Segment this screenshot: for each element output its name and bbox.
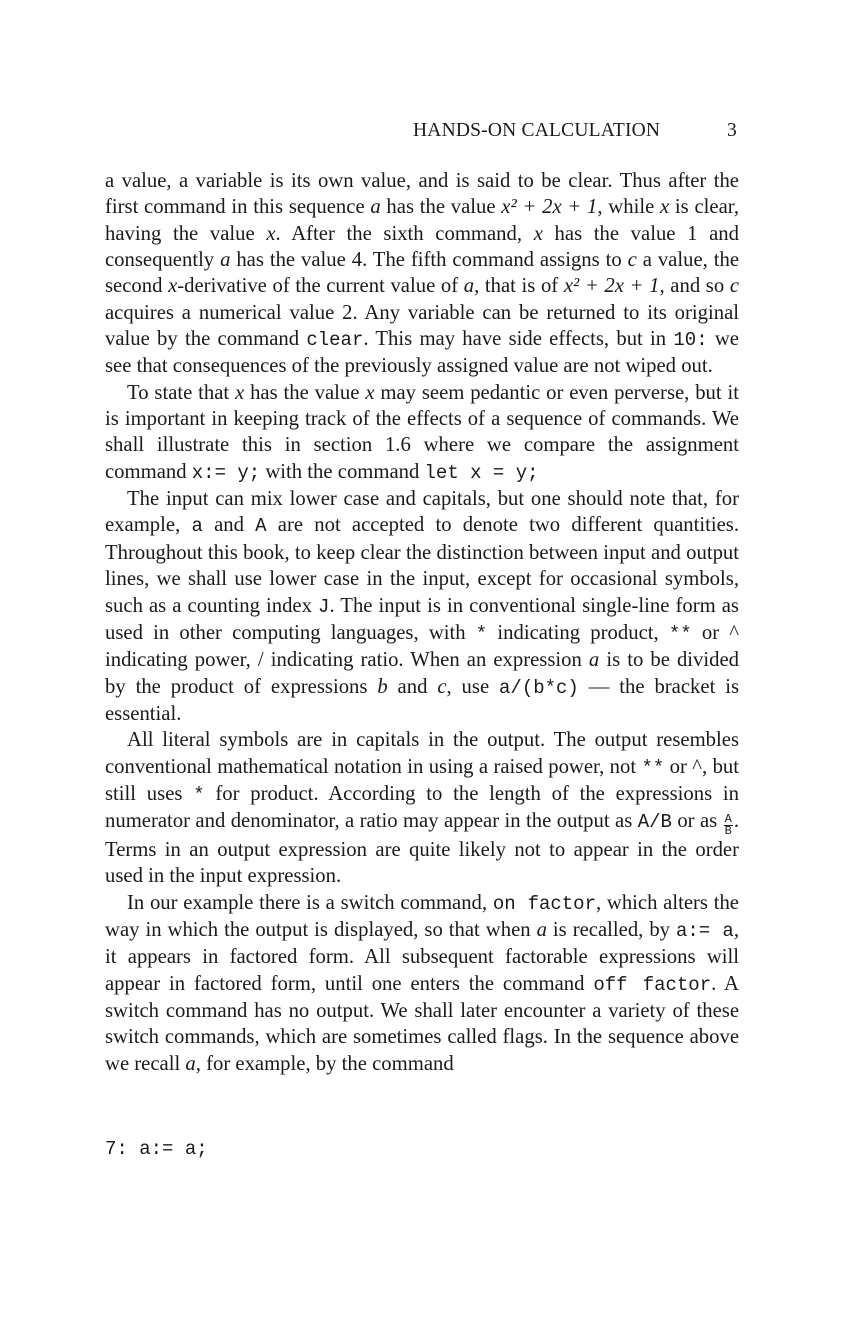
inline-code: on factor [492, 892, 596, 915]
math-var: x [365, 381, 375, 404]
math-var: c [729, 275, 739, 298]
inline-code: A [255, 515, 267, 538]
paragraph-5: In our example there is a switch command, on factor, which alters the way in which the output is displayed, so that when a is recalled, by a:= a, it appears in factored form. All subsequent factorable expressions will appear in factored form, until one enters the command off factor. A switch command has no output. We shall later encounter a variety of these switch commands, which are sometimes called flags. In the sequence above we recall a, for example, by the command [105, 891, 739, 1075]
math-var: x [235, 381, 245, 404]
math-var: x [533, 222, 543, 245]
inline-code: off factor [593, 973, 712, 996]
inline-code: x:= y; [191, 461, 261, 484]
inline-code: a [191, 515, 203, 538]
math-var: a [588, 649, 600, 672]
body-text [105, 168, 739, 1077]
inline-code: clear [306, 329, 364, 352]
inline-code: J [318, 595, 330, 618]
inline-code: 10: [673, 329, 708, 352]
math-var: x [168, 275, 178, 298]
math-var: b [377, 675, 388, 698]
math-var: a [220, 249, 231, 272]
math-var: a [370, 196, 381, 219]
stacked-fraction [724, 811, 733, 838]
math-var: x [266, 222, 276, 245]
math-var: a [463, 275, 475, 298]
page-header [0, 118, 849, 148]
inline-code: A/B [637, 811, 672, 834]
math-var: a [185, 1052, 196, 1075]
operator-symbol: * [475, 622, 488, 645]
paragraph-3: The input can mix lower case and capitals, but one should note that, for example, a and A are not accepted to denote two different quantities. Throughout this book, to keep clear the distinction between input and output lines, we shall use lower case in the input, except for occasional symbols, such as a counting index J. The input is in conventional single-line form as used in other computing languages, with * indicating product, ** or ^ indicating power, / indicating ratio. When an expression a is to be divided by the product of expressions b and c, use a/(b*c) — the bracket is essential. [105, 488, 740, 725]
math-var: c [627, 249, 637, 272]
paragraph-4: All literal symbols are in capitals in the output. The output resembles conventional mathematical notation in using a raised power, not ** or ^, but still uses * for product. According to the length of the expressions in numerator and denominator, a ratio may appear in the output as A/B or as $\frac{A}{B}$ . Terms in an output expression are quite likely not to appear in the order used in the input expression. [105, 729, 740, 888]
operator-symbol: ^ [692, 755, 703, 778]
code-example-line: 7: a:= a; [105, 1138, 208, 1160]
operator-symbol: ** [641, 756, 665, 779]
inline-code: a/(b*c) [499, 676, 579, 699]
fraction-denominator: B [724, 823, 732, 838]
inline-code: a:= a [676, 919, 734, 942]
math-var: x [660, 196, 670, 219]
math-var: a [536, 918, 547, 941]
math-var: c [437, 675, 447, 698]
paragraph-1: a value, a variable is its own value, and is said to be clear. Thus after the first command in this sequence a has the value x² + 2x + 1, while x is clear, having the value x. After the sixth command, x has the value 1 and consequently a has the value 4. The fifth command assigns to c a value, the second x-derivative of the current value of a, that is of x² + 2x + 1, and so c acquires a numerical value 2. Any variable can be returned to its original value by the command clear. This may have side effects, but in 10: we see that consequences of the previously assigned value are not wiped out. [105, 170, 739, 378]
fraction-numerator: A [724, 811, 732, 826]
operator-symbol: ** [668, 622, 692, 645]
math-expression: x² + 2x + 1 [501, 196, 598, 219]
operator-symbol: ^ [729, 621, 739, 644]
running-head: HANDS-ON CALCULATION [413, 120, 661, 141]
paragraph-2: To state that x has the value x may seem pedantic or even perverse, but it is important in keeping track of the effects of a sequence of commands. We shall illustrate this in section 1.6 where we compare the assignment command x:= y; with the command let x = y; [105, 381, 739, 484]
inline-code: let x = y; [424, 461, 539, 484]
page-number: 3 [727, 120, 737, 141]
operator-symbol: * [193, 783, 205, 806]
math-expression: x² + 2x + 1 [563, 275, 660, 298]
